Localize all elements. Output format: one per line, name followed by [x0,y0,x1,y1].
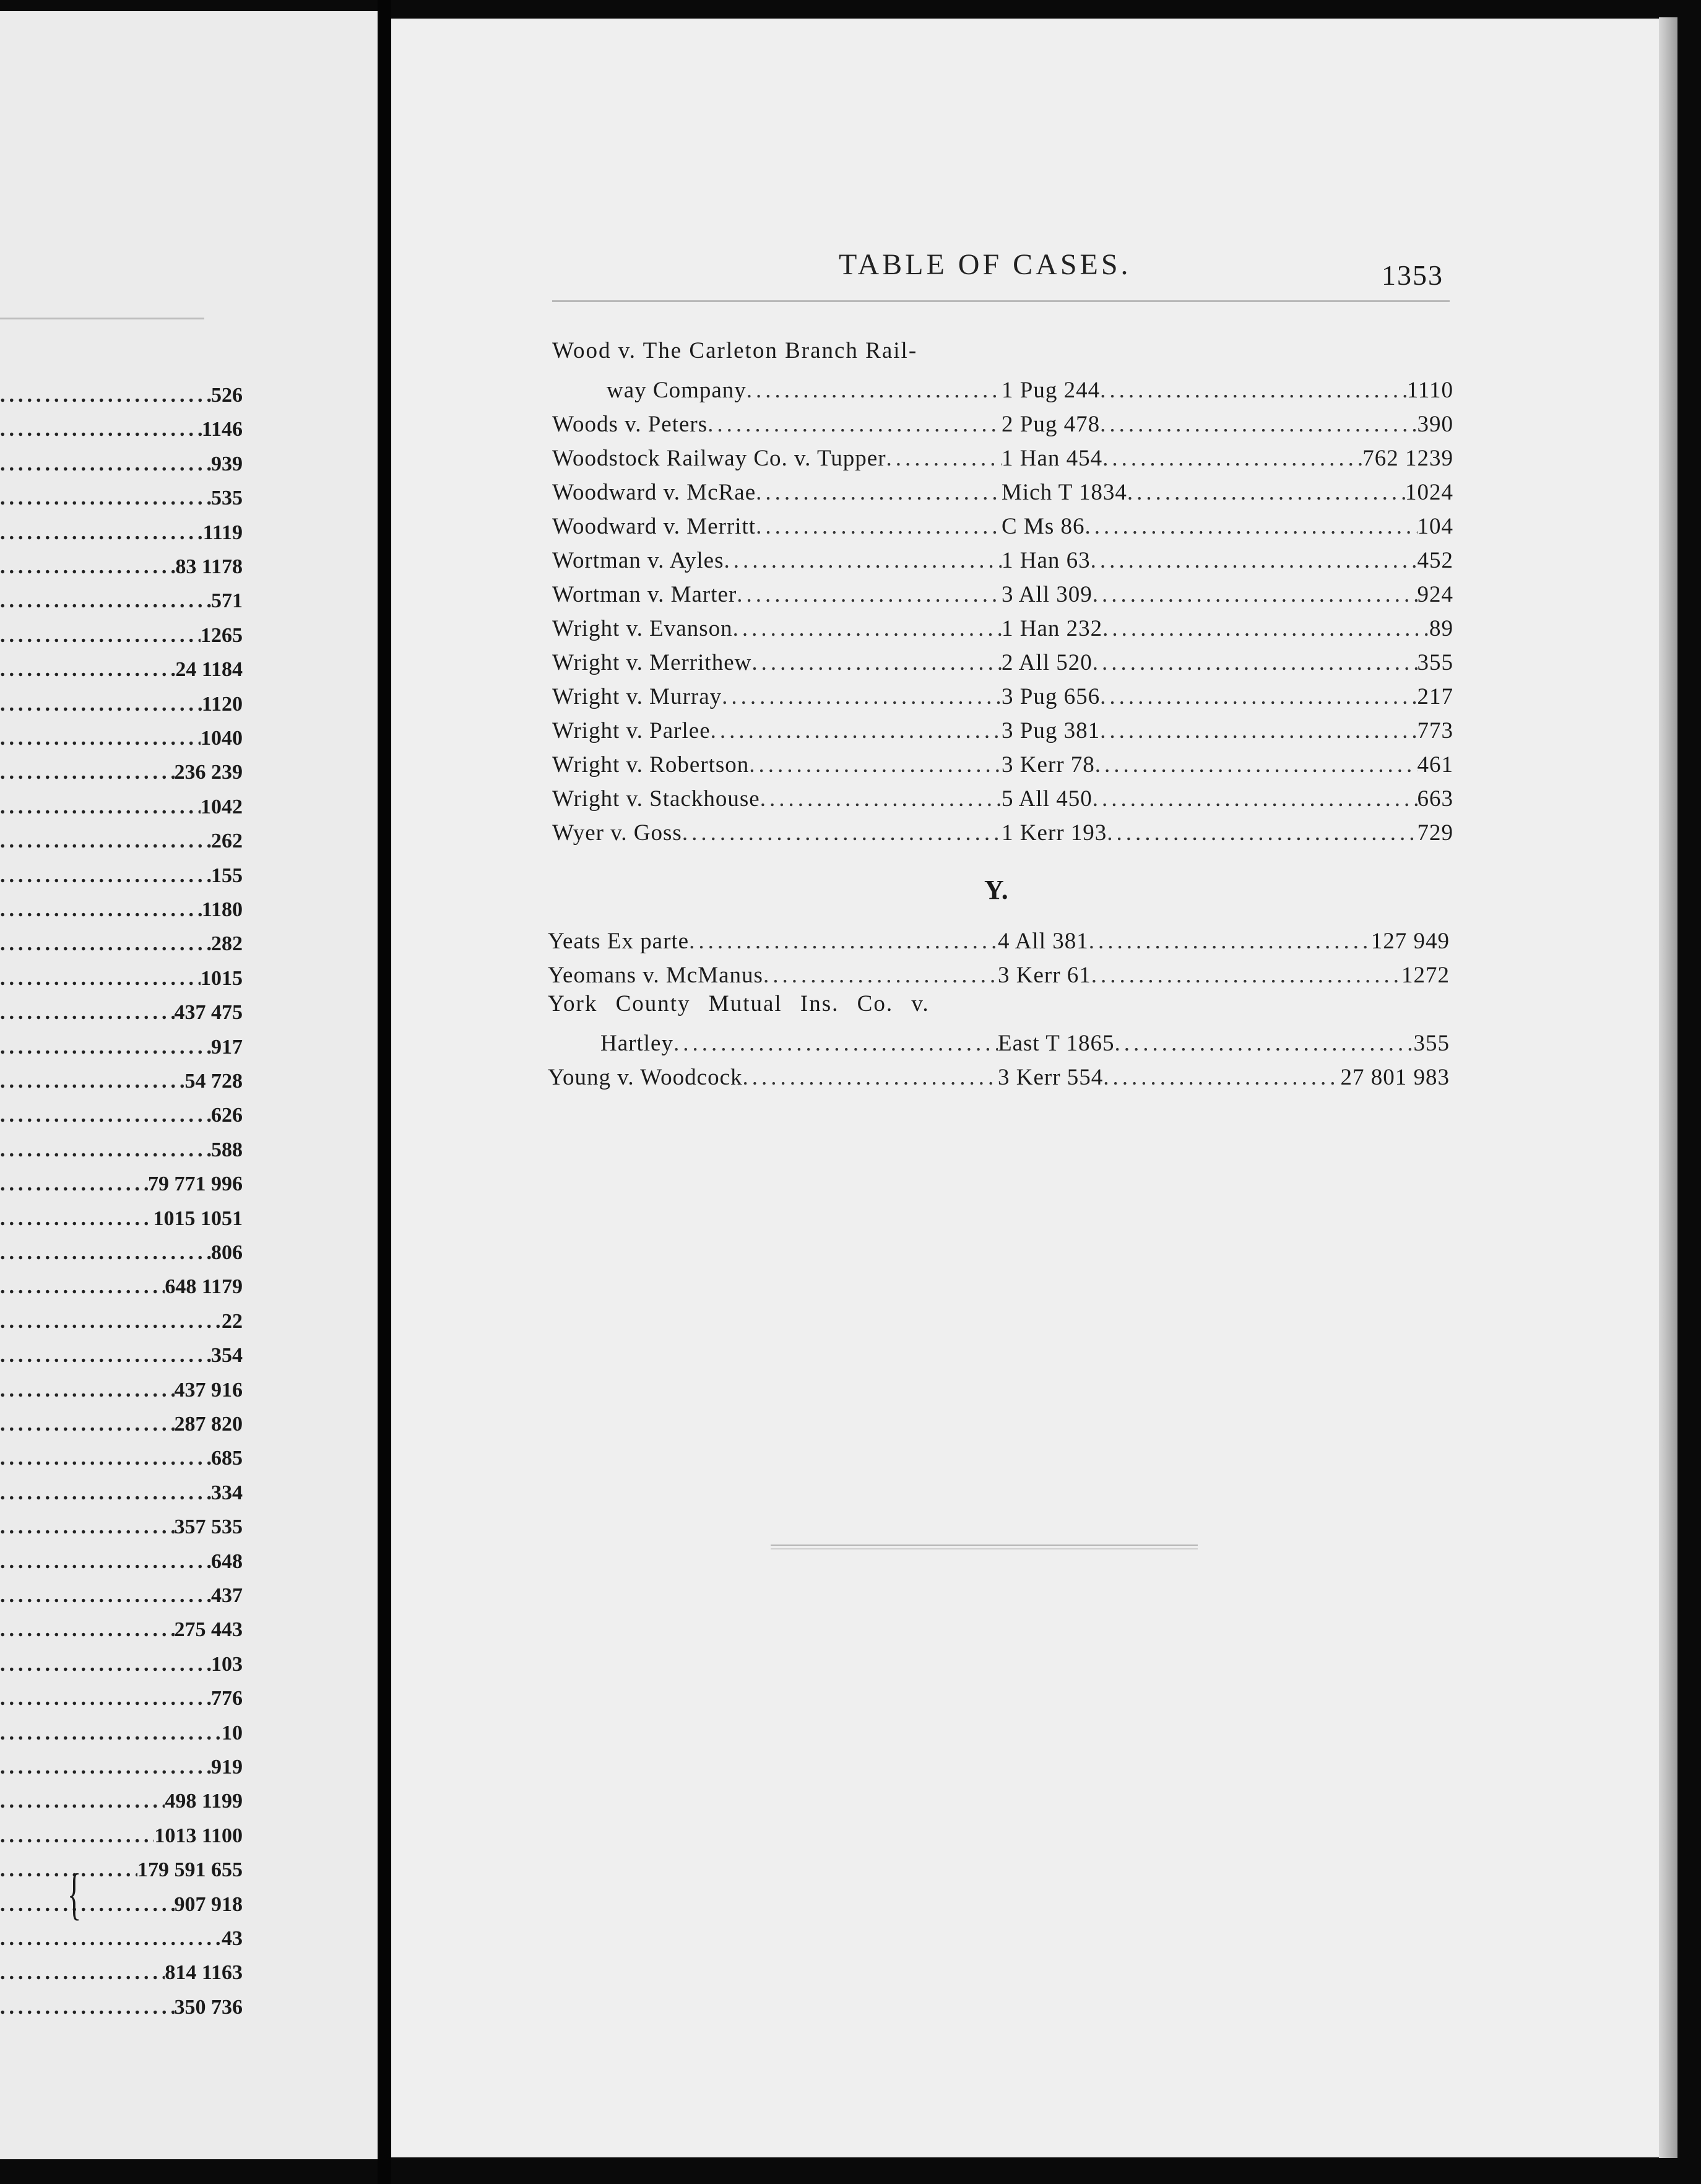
leader-dots [0,1413,175,1436]
case-name: Wright v. Parlee [552,718,711,743]
leader-dots [724,547,1002,574]
case-name: Woodstock Railway Co. v. Tupper [552,446,886,471]
leader-dots [0,1687,211,1710]
leader-dots [1091,962,1401,989]
page-ref: 287 820 [174,1413,243,1436]
leader-dots [0,727,201,750]
page-ref: 907 918 [174,1892,243,1916]
left-brace: { [67,1862,82,1925]
citation: 1 Kerr 193 [1002,820,1107,846]
left-ref-row [0,375,243,407]
left-ref-row [0,1198,243,1231]
leader-dots [737,581,1002,608]
left-ref-row [0,615,243,648]
left-ref-row [0,581,243,613]
case-entry [552,474,1453,506]
citation: Mich T 1834 [1002,480,1127,505]
citation: 1 Han 232 [1002,616,1103,641]
case-entry [552,712,1453,744]
leader-dots [711,717,1002,744]
citation: C Ms 86 [1002,514,1085,539]
leader-dots [708,411,1002,438]
citation: 5 All 450 [1002,786,1093,812]
left-ref-row [0,1644,243,1676]
case-entry [600,1025,1450,1057]
case-entry [548,1059,1450,1091]
left-ref-row [0,1130,243,1162]
leader-dots [1100,377,1407,404]
page-ref: 588 [211,1138,243,1161]
left-ref-row [0,1781,243,1813]
page-refs: 1110 [1406,378,1453,403]
leader-dots [0,1104,211,1127]
page-ref: 275 443 [174,1618,243,1642]
page-refs: 729 [1417,820,1453,846]
page-ref: 179 591 655 [137,1858,243,1882]
leader-dots [1100,411,1417,438]
leader-dots [1089,928,1371,955]
leader-dots [1084,513,1417,540]
leader-dots [0,967,201,990]
leader-dots [0,1241,211,1265]
left-ref-row [0,821,243,853]
case-name: Woodward v. Merritt [552,514,756,539]
case-name: Hartley [600,1031,673,1056]
left-ref-row [0,1575,243,1608]
leader-dots [1093,786,1418,812]
leader-dots [756,479,1002,506]
left-ref-row [0,1678,243,1710]
left-ref-row [0,1850,243,1882]
leader-dots [1102,445,1362,472]
left-ref-row [0,513,243,545]
left-ref-row [0,752,243,784]
leader-dots [0,1653,211,1676]
page-ref: 626 [211,1104,243,1127]
case-entry [548,922,1450,955]
page-ref: 571 [211,589,243,613]
left-ref-row [0,718,243,750]
left-ref-row [0,992,243,1025]
case-entry [552,610,1453,642]
page-ref: 919 [211,1756,243,1779]
left-ref-row [0,547,243,579]
leader-dots [0,1310,222,1333]
page-ref: 806 [211,1241,243,1264]
leader-dots [0,1961,165,1985]
book-gutter [378,0,391,2184]
page-ref: 1180 [201,898,243,921]
case-entry [552,644,1453,676]
leader-dots [722,683,1002,710]
page-ref: 155 [211,864,243,887]
case-name: Wortman v. Ayles [552,548,724,573]
page-ref: 437 916 [174,1378,243,1402]
left-page [0,11,378,2159]
page-ref: 526 [211,384,243,407]
case-name: Woods v. Peters [552,412,708,437]
leader-dots [763,962,998,989]
left-header-rule [0,318,204,319]
left-ref-row [0,1335,243,1367]
left-ref-row [0,1713,243,1745]
page-refs: 89 [1429,616,1453,641]
page-ref: 1042 [201,795,243,818]
leader-dots [1102,615,1429,642]
page-refs: 773 [1417,718,1453,743]
citation: 3 Pug 381 [1002,718,1101,743]
leader-dots [0,1584,211,1608]
case-name: Wright v. Stackhouse [552,786,760,812]
left-ref-row [0,409,243,441]
leader-dots [0,1036,211,1059]
leader-dots [0,864,211,888]
left-ref-row [0,1301,243,1333]
left-ref-row [0,1952,243,1985]
leader-dots [0,418,202,441]
citation: 2 Pug 478 [1002,412,1101,437]
leader-dots [673,1030,998,1057]
left-ref-row [0,684,243,716]
leader-dots [1100,683,1417,710]
running-title: TABLE OF CASES. [839,248,1132,281]
page-ref: 498 1199 [165,1790,243,1813]
leader-dots [1100,717,1417,744]
left-ref-row [0,1061,243,1093]
leader-dots [1107,820,1417,846]
case-entry [552,542,1453,574]
page-refs: 390 [1417,412,1453,437]
leader-dots [689,928,998,955]
leader-dots [0,555,175,579]
case-name: Wright v. Evanson [552,616,733,641]
leader-dots [0,1893,175,1917]
left-ref-row [0,1884,243,1917]
left-ref-row [0,1027,243,1059]
page-refs: 452 [1417,548,1453,573]
leader-dots [0,1756,211,1779]
leader-dots [0,384,211,407]
case-entry [552,678,1453,710]
page-refs: 355 [1413,1031,1450,1056]
case-name: way Company [607,378,747,403]
left-ref-row [0,1816,243,1848]
left-ref-row [0,1610,243,1642]
leader-dots [0,487,211,510]
case-entry [607,371,1453,404]
page-ref: 22 [222,1309,243,1333]
citation: 1 Pug 244 [1002,378,1101,403]
leader-dots [760,786,1002,812]
leader-dots [0,1172,148,1196]
citation: 3 Kerr 554 [998,1065,1104,1090]
left-ref-row [0,1541,243,1574]
citation: East T 1865 [998,1031,1115,1056]
leader-dots [751,649,1002,676]
page-ref: 648 1179 [165,1275,243,1299]
page-ref: 1015 [201,966,243,990]
case-entry [552,508,1453,540]
leader-dots [0,1481,211,1505]
leader-dots [0,898,202,922]
page-refs: 924 [1417,582,1453,607]
page-number: 1353 [1382,259,1443,291]
page-ref: 354 [211,1344,243,1367]
leader-dots [0,1722,222,1745]
page-refs: 1272 [1401,963,1450,988]
left-ref-row [0,1370,243,1402]
leader-dots [0,932,211,956]
leader-dots [1114,1030,1413,1057]
page-ref: 437 [211,1584,243,1607]
left-ref-row [0,1507,243,1539]
case-entry [552,746,1453,778]
page-ref: 262 [211,830,243,853]
leader-dots [743,1064,998,1091]
left-ref-row [0,1095,243,1127]
leader-dots [0,624,201,648]
case-name: Yeomans v. McManus [548,963,763,988]
page-refs: 27 801 983 [1340,1065,1450,1090]
page-refs: 663 [1417,786,1453,812]
leader-dots [0,1070,185,1093]
leader-dots [0,1790,165,1813]
leader-dots [682,820,1002,846]
leader-dots [0,658,175,682]
left-ref-row [0,1404,243,1436]
leader-dots [0,453,211,476]
case-name: Woodward v. McRae [552,480,756,505]
page-ref: 236 239 [174,761,243,784]
page-ref: 1013 1100 [154,1824,243,1847]
left-ref-row [0,649,243,682]
leader-dots [886,445,1002,472]
left-ref-row [0,1918,243,1951]
page-ref: 79 771 996 [148,1172,243,1196]
page-ref: 1040 [201,727,243,750]
left-ref-row [0,890,243,922]
left-ref-row [0,787,243,819]
page-ref: 776 [211,1687,243,1710]
leader-dots [1093,581,1418,608]
citation: 1 Han 63 [1002,548,1091,573]
page-refs: 217 [1417,684,1453,709]
case-name: Wright v. Murray [552,684,722,709]
leader-dots [0,830,211,853]
left-ref-row [0,478,243,510]
case-name: Wright v. Merrithew [552,650,752,675]
page-ref: 1146 [201,418,243,441]
leader-dots [0,1550,211,1574]
page-ref: 334 [211,1481,243,1504]
case-entry [552,440,1453,472]
case-entry [552,814,1453,846]
left-ref-row [0,1438,243,1470]
leader-dots [0,521,203,545]
case-name: Yeats Ex parte [548,929,690,954]
left-ref-row [0,1164,243,1196]
page-ref: 83 1178 [175,555,243,578]
leader-dots [0,1927,222,1951]
page-refs: 762 1239 [1362,446,1453,471]
citation: 3 All 309 [1002,582,1093,607]
leader-dots [0,1618,175,1642]
case-entry [552,780,1453,812]
section-letter-y: Y. [984,875,1008,905]
page-ref: 437 475 [174,1001,243,1025]
leader-dots [0,1996,175,2019]
leader-dots [1103,1064,1340,1091]
page-ref: 648 [211,1549,243,1573]
leader-dots [0,1275,165,1299]
leader-dots [0,1379,175,1402]
header-rule [552,300,1450,302]
page-refs: 1024 [1405,480,1453,505]
page-ref: 350 736 [174,1995,243,2019]
left-ref-row [0,924,243,956]
left-ref-row [0,1747,243,1779]
left-ref-row [0,856,243,888]
citation: 3 Kerr 61 [998,963,1091,988]
page-ref: 357 535 [174,1515,243,1539]
leader-dots [0,693,202,716]
leader-dots [0,1824,154,1848]
case-name: Wright v. Robertson [552,752,750,778]
page-ref: 685 [211,1447,243,1470]
page-refs: 104 [1417,514,1453,539]
end-rule [771,1545,1198,1549]
left-ref-row [0,444,243,476]
leader-dots [756,513,1002,540]
entry-york-line1: York County Mutual Ins. Co. v. [548,991,930,1016]
citation: 2 All 520 [1002,650,1093,675]
case-name: Wortman v. Marter [552,582,737,607]
left-ref-row [0,1987,243,2019]
leader-dots [0,1515,175,1539]
page-refs: 127 949 [1370,929,1450,954]
leader-dots [0,1207,154,1231]
page-ref: 103 [211,1652,243,1676]
citation: 1 Han 454 [1002,446,1103,471]
leader-dots [0,1344,211,1367]
page-ref: 1015 1051 [153,1207,243,1230]
entry-wood-line1: Wood v. The Carleton Branch Rail- [552,338,918,363]
citation: 4 All 381 [998,929,1089,954]
leader-dots [0,795,201,819]
left-ref-row [0,1267,243,1299]
page-ref: 1120 [201,692,243,716]
left-ref-row [0,958,243,990]
case-entry [552,405,1453,438]
citation: 3 Pug 656 [1002,684,1101,709]
leader-dots [0,589,211,613]
page-edge [1659,17,1677,2158]
citation: 3 Kerr 78 [1002,752,1095,778]
leader-dots [0,1138,211,1162]
leader-dots [0,761,175,784]
page-ref: 814 1163 [165,1961,243,1985]
page-refs: 355 [1417,650,1453,675]
page-ref: 10 [222,1721,243,1744]
case-entry [548,956,1450,989]
left-ref-row [0,1473,243,1505]
leader-dots [0,1001,175,1025]
page-ref: 917 [211,1035,243,1059]
page-ref: 1265 [201,623,243,647]
leader-dots [733,615,1002,642]
leader-dots [1091,547,1418,574]
leader-dots [0,1447,211,1470]
page-ref: 282 [211,932,243,956]
leader-dots [749,752,1002,778]
leader-dots [1095,752,1418,778]
case-name: Young v. Woodcock [548,1065,743,1090]
page-ref: 43 [222,1927,243,1950]
page-ref: 939 [211,452,243,475]
page-ref: 24 1184 [175,658,243,682]
left-ref-row [0,1233,243,1265]
case-name: Wyer v. Goss [552,820,682,846]
page-ref: 535 [211,487,243,510]
page-refs: 461 [1417,752,1453,778]
leader-dots [747,377,1002,404]
page-ref: 1119 [202,521,243,544]
leader-dots [1127,479,1405,506]
leader-dots [1093,649,1418,676]
page-ref: 54 728 [184,1070,243,1093]
case-entry [552,576,1453,608]
